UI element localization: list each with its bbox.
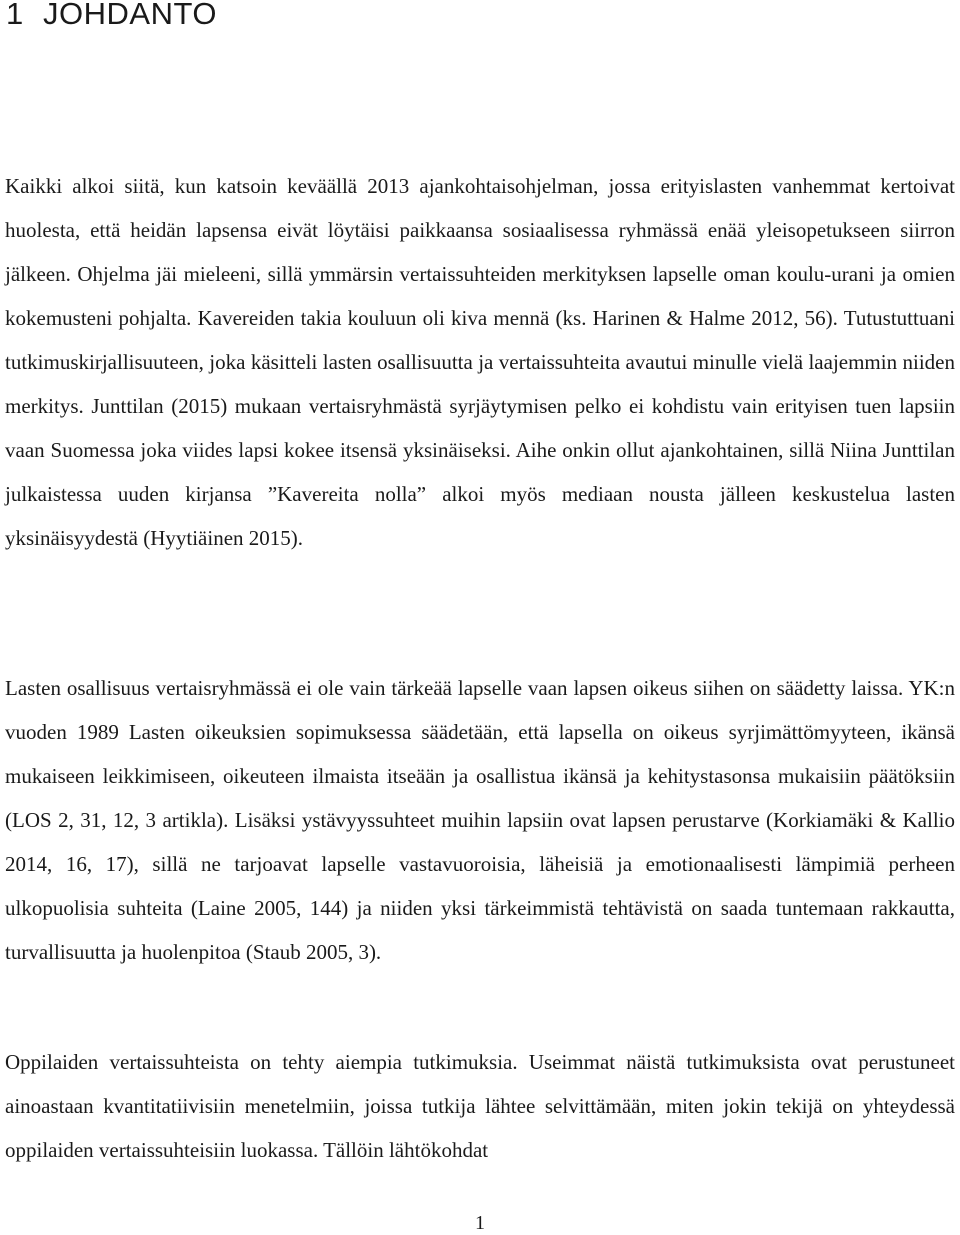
- paragraph-introduction: Kaikki alkoi siitä, kun katsoin keväällä 2013 ajankohtaisohjelman, jossa erityislasten vanhemmat kertoivat huolesta, että heidän lapsensa eivät löytäisi paikkaansa sosiaalisessa ryhmässä enää yleisopetukseen siirron jälkeen. Ohjelma jäi mieleeni, sillä ymmärsin vertaissuhteiden merkityksen lapselle oman koulu-urani ja omien kokemusteni pohjalta. Kavereiden takia kouluun oli kiva mennä (ks. Harinen & Halme 2012, 56). Tutustuttuani tutkimuskirjallisuuteen, joka käsitteli lasten osallisuutta ja vertaissuhteita avautui minulle vielä laajemmin niiden merkitys. Junttilan (2015) mukaan vertaisryhmästä syrjäytymisen pelko ei kohdistu vain erityisen tuen lapsiin vaan Suomessa joka viides lapsi kokee itsensä yksinäiseksi. Aihe onkin ollut ajankohtainen, sillä Niina Junttilan julkaistessa uuden kirjansa ”Kavereita nolla” alkoi myös mediaan nousta jälleen keskustelua lasten yksinäisyydestä (Hyytiäinen 2015).: [5, 174, 955, 550]
- paragraph-children-rights: Lasten osallisuus vertaisryhmässä ei ole vain tärkeää lapselle vaan lapsen oikeus siihen on säädetty laissa. YK:n vuoden 1989 Lasten oikeuksien sopimuksessa säädetään, että lapsella on oikeus syrjimättömyyteen, ikänsä mukaiseen leikkimiseen, oikeuteen ilmaista itseään ja osallistua ikänsä ja kehitystasonsa mukaisiin päätöksiin (LOS 2, 31, 12, 3 artikla). Lisäksi ystävyyssuhteet muihin lapsiin ovat lapsen perustarve (Korkiamäki & Kallio 2014, 16, 17), sillä ne tarjoavat lapselle vastavuoroisia, läheisiä ja emotionaalisesti lämpimiä perheen ulkopuolisia suhteita (Laine 2005, 144) ja niiden yksi tärkeimmistä tehtävistä on saada tuntemaan rakkautta, turvallisuutta ja huolenpitoa (Staub 2005, 3).: [5, 676, 955, 964]
- paragraph-previous-research: Oppilaiden vertaissuhteista on tehty aiempia tutkimuksia. Useimmat näistä tutkimuksista ovat perustuneet ainoastaan kvantitatiivisiin menetelmiin, joissa tutkija lähtee selvittämään, miten jokin tekijä on yhteydessä oppilaiden vertaissuhteisiin luokassa. Tällöin lähtökohdat: [5, 1050, 955, 1162]
- chapter-title: JOHDANTO: [43, 0, 217, 31]
- chapter-heading: [6, 0, 217, 34]
- page-number: 1: [475, 1212, 485, 1234]
- chapter-number: 1: [6, 0, 24, 31]
